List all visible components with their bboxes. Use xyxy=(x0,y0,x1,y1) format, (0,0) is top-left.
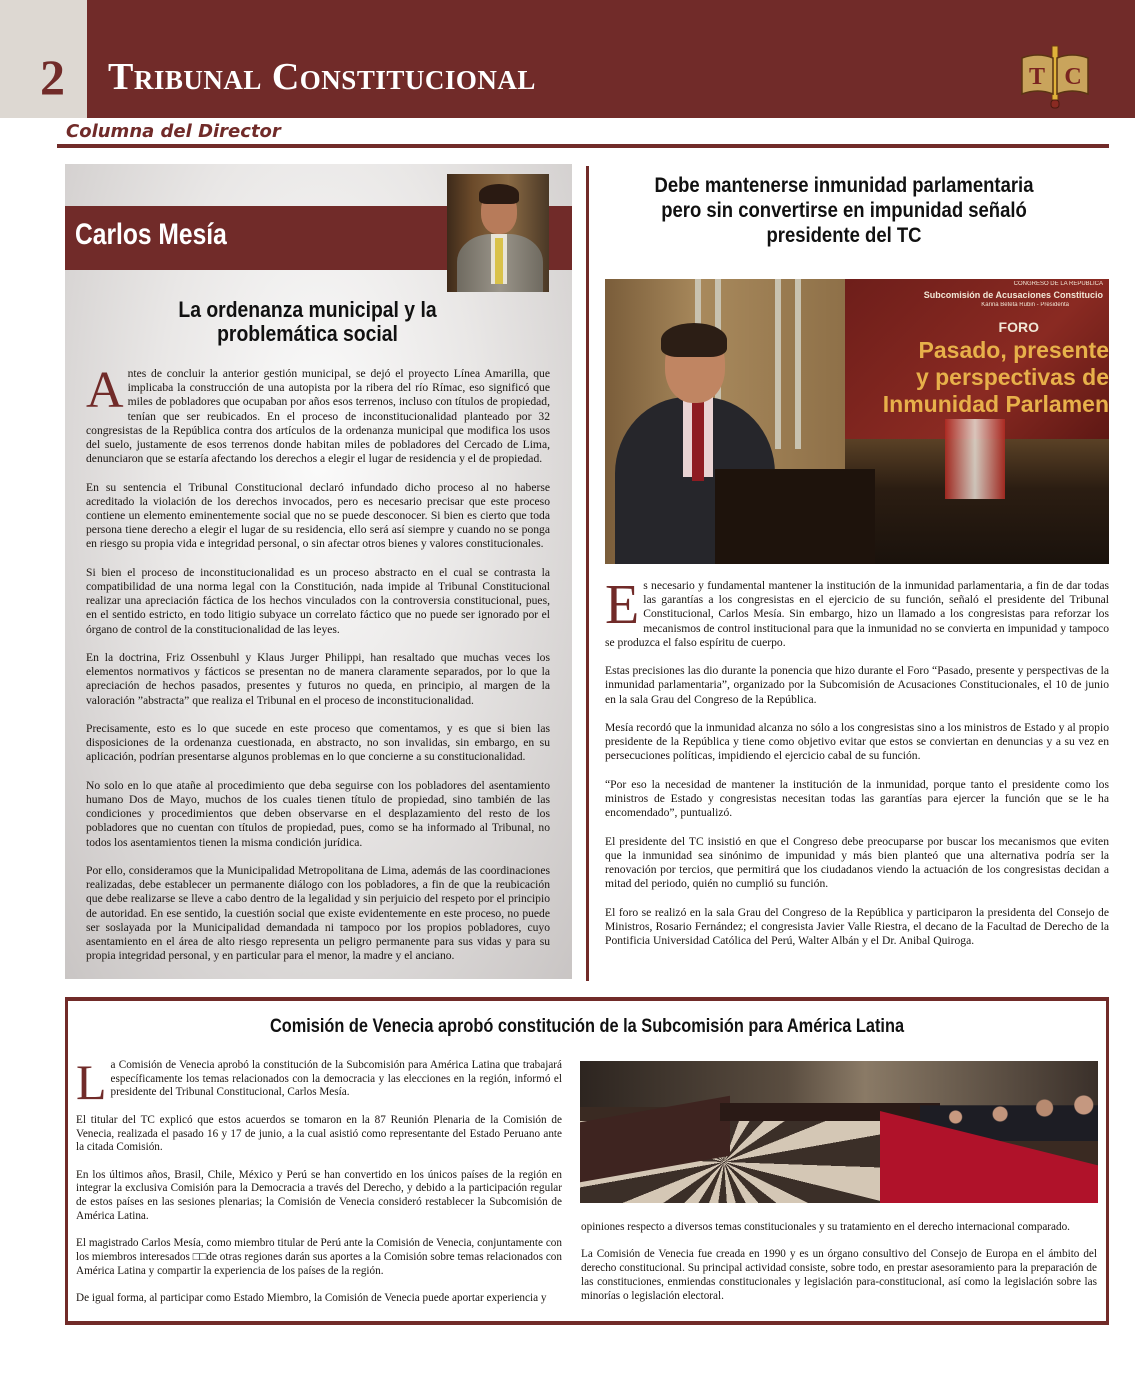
column-paragraph: Si bien el proceso de inconstitucionalidad es un proceso abstracto en el cual se contrasta la compatibilidad de una norma legal con la Constitución, nada impide al Tribunal Constitucional realizar una apreciación fáctica de los hechos vinculados con la controversia constitucional, pues, en el sentido estricto, en todo litigio subyace un correlato fáctico que no puede ser ignorado por el órgano de control de la constitucionalidad de las leyes. xyxy=(86,565,550,636)
column-paragraph: Por ello, consideramos que la Municipalidad Metropolitana de Lima, además de las coordinaciones realizadas, debe establecer un permanente diálogo con los pobladores, a fin de que la reubicación que debe realizarse se lleve a cabo dentro de la legalidad y sin perjuicio del respeto por el principio de autoridad. En ese sentido, la cuestión social que existe evidentemente en este proceso, no puede ser soslayada por la Municipalidad demandada ni tampoco por los propios pobladores, cuyo asentamiento en el área de alto riesgo representa un peligro permanente para sus vidas y para su propia integridad personal, y en particular para el menor, la madre y el anciano. xyxy=(86,864,550,963)
forum-photo xyxy=(605,279,1109,564)
venice-plenary-photo xyxy=(580,1061,1098,1203)
publication-title: Tribunal Constitucional xyxy=(108,56,536,98)
author-photo xyxy=(447,174,549,292)
article-paragraph: Es necesario y fundamental mantener la institución de la inmunidad parlamentaria, a fin de dar todas las garantías a los congresistas en el ejercicio de su función, señaló el presidente del Tribunal Constitucional, Carlos Mesía. Sin embargo, hizo un llamado a los congresistas para reforzar los mecanismos de control institucional para que la inmunidad no se convierta en impunidad y tampoco se produzca el falso espíritu de cuerpo. xyxy=(605,574,1109,649)
article-paragraph: Estas precisiones las dio durante la ponencia que hizo durante el Foro “Pasado, presente y perspectivas de la inmunidad parlamentaria”, organizado por la Subcomisión de Acusaciones Constitucionales, el 10 de junio en la sala Grau del Congreso de la República. xyxy=(605,664,1109,706)
venice-paragraph: El titular del TC explicó que estos acuerdos se tomaron en la 87 Reunión Plenaria de la Comisión de Venecia, realizada el pasado 16 y 17 de junio, a la cual asistió como representante del Estado Peruano ante la citada Comisión. xyxy=(76,1113,562,1154)
banner-text: Subcomisión de Acusaciones Constitucio xyxy=(923,290,1103,300)
banner-text: CONGRESO DE LA REPÚBLICA xyxy=(1013,281,1103,287)
column-headline: La ordenanza municipal y la problemática social xyxy=(178,297,437,347)
author-name: Carlos Mesía xyxy=(75,218,227,251)
column-paragraph: En su sentencia el Tribunal Constitucional declaró infundado dicho proceso al no haberse acreditado la violación de los derechos invocados, pero es necesario precisar que este proceso contiene un elemento eminentemente social que no se puede desconocer. Si bien es cierto que toda persona tiene derecho a elegir el lugar de su residencia, ello será así siempre y cuando no se ponga en riesgo su propia vida e integridad personal, o sin afectar otros bienes y valores constitucionales. xyxy=(86,480,550,551)
dropcap: A xyxy=(86,362,124,419)
tc-logo-icon xyxy=(1018,44,1092,112)
banner-text: y perspectivas de xyxy=(915,364,1109,390)
section-label: Columna del Director xyxy=(66,121,281,142)
dropcap: L xyxy=(76,1054,107,1110)
article-paragraph: “Por eso la necesidad de mantener la institución de la inmunidad, porque tanto el presidente como los ministros de Estado y congresistas necesitan todas las garantías para ejercer la función que se le ha encomendado”, puntualizó. xyxy=(605,777,1109,820)
column-divider xyxy=(586,166,589,981)
article-paragraph: El presidente del TC insistió en que el Congreso debe preocuparse por buscar los mecanismos que eviten que la inmunidad sea sinónimo de impunidad y más bien planteó que una alternativa podría ser la renovación por tercios, que permitirá que los ciudadanos viendo la actuación de los congresistas decidan a mitad del periodo, quién no cumplió su función. xyxy=(605,834,1109,891)
column-paragraph: No solo en lo que atañe al procedimiento que deba seguirse con los pobladores del asentamiento humano Dos de Mayo, muchos de los cuales tienen título de propiedad, sino también de las condiciones y procedimientos que deben observarse en el desplazamiento del resto de los pobladores que no cuentan con títulos de propiedad, pues, como se ha informado al Tribunal, no todos los asentamientos tienen la misma condición jurídica. xyxy=(86,778,550,849)
article-paragraph: El foro se realizó en la sala Grau del Congreso de la República y participaron la presidenta del Consejo de Ministros, Rosario Fernández; el congresista Javier Valle Riestra, el decano de la Facultad de Derecho de la Pontificia Universidad Católica del Perú, Walter Albán y el Dr. Anibal Quiroga. xyxy=(605,905,1109,947)
section-divider xyxy=(57,144,1109,148)
column-paragraph: Antes de concluir la anterior gestión municipal, se dejó el proyecto Línea Amarilla, que implicaba la construcción de una autopista por la ribera del río Rímac, eso significó que miles de pobladores que ocupaban por años esos terrenos, incluso con títulos de propiedad, tenían que ser reubicados. En el proceso de inconstitucionalidad planteado por 32 congresistas de la República contra dos artículos de la ordenanza municipal que modifica los usos del suelo, justamente de esos terrenos donde habitan miles de pobladores del Cercado de Lima, denunciaron que se estaría afectando los derechos a elegir el lugar de residencia y el de propiedad. xyxy=(86,362,550,466)
svg-text:C: C xyxy=(1064,64,1082,90)
page-number: 2 xyxy=(40,49,65,105)
venice-paragraph: En los últimos años, Brasil, Chile, México y Perú se han convertido en los únicos países de la región en integrar la exclusiva Comisión para la Democracia a través del Derecho, y debido a la participación regular de estos países en las sesiones plenarias; la Comisión de Venecia consideró restablecer la Subcomisión de América Latina. xyxy=(76,1168,562,1222)
venice-headline: Comisión de Venecia aprobó constitución de la Subcomisión para América Latina xyxy=(269,1016,905,1037)
article-paragraph: Mesía recordó que la inmunidad alcanza no sólo a los congresistas sino a los ministros de Estado y al propio presidente de la República y tiene como objetivo evitar que estos se conviertan en denuncias y a su vez en persecuciones políticas, impidiendo el ejercicio cabal de su función. xyxy=(605,721,1109,763)
column-body xyxy=(86,362,550,978)
article-headline: Debe mantenerse inmunidad parlamentaria pero sin convertirse en impunidad señaló presidente del TC xyxy=(654,174,1034,247)
venice-paragraph: El magistrado Carlos Mesía, como miembro titular de Perú ante la Comisión de Venecia, conjuntamente con los miembros interesados □□de otras regiones darán sus aportes a la Comisión sobre temas relacionados con América Latina y compartir la experiencia de los países de la región. xyxy=(76,1237,562,1277)
venice-paragraph: opiniones respecto a diversos temas constitucionales y su tratamiento en el derecho internacional comparado. xyxy=(581,1221,1070,1233)
article-body xyxy=(605,574,1109,962)
venice-paragraph: La Comisión de Venecia aprobó la constitución de la Subcomisión para América Latina que trabajará específicamente los temas relacionados con la democracia y las elecciones en la región, informó el presidente del Tribunal Constitucional, Carlos Mesía. xyxy=(76,1054,562,1110)
banner-text: Inmunidad Parlamen xyxy=(882,391,1109,417)
column-paragraph: Precisamente, esto es lo que sucede en este proceso que comentamos, y es que si bien las disposiciones de la ordenanza cuestionada, en abstracto, no son invalidas, sin embargo, en su aplicación, podrían presentarse algunos problemas en lo que concierne a su constitucionalidad. xyxy=(86,722,550,764)
svg-text:T: T xyxy=(1028,64,1046,90)
banner-text: FORO xyxy=(998,319,1039,335)
venice-paragraph: La Comisión de Venecia fue creada en 1990 y es un órgano consultivo del Consejo de Europa en el ámbito del derecho constitucional. Su principal actividad consiste, sobre todo, en prestar asesoramiento para la preparación de las constituciones, enmiendas constitucionales y legislación para-constitucional, así como la legislación sobre las minorías o legislación electoral. xyxy=(581,1248,1097,1302)
banner-text: Karina Beteta Rubin - Presidenta xyxy=(981,302,1069,308)
venice-body-left xyxy=(76,1054,562,1319)
venice-paragraph: De igual forma, al participar como Estado Miembro, la Comisión de Venecia puede aportar experiencia y xyxy=(76,1291,547,1304)
dropcap: E xyxy=(605,574,640,636)
venice-body-right xyxy=(581,1221,1097,1317)
column-paragraph: En la doctrina, Friz Ossenbuhl y Klaus Jurger Philippi, han resaltado que muchas veces los elementos normativos y fácticos se presentan no de manera claramente separados, por lo que la apreciación de hechos pasados, presentes y futuros no queda, en principio, al margen de la valoración ”abstracta” que realiza el Tribunal en el proceso de inconstitucionalidad. xyxy=(86,651,550,707)
banner-text: Pasado, presente xyxy=(918,337,1109,363)
